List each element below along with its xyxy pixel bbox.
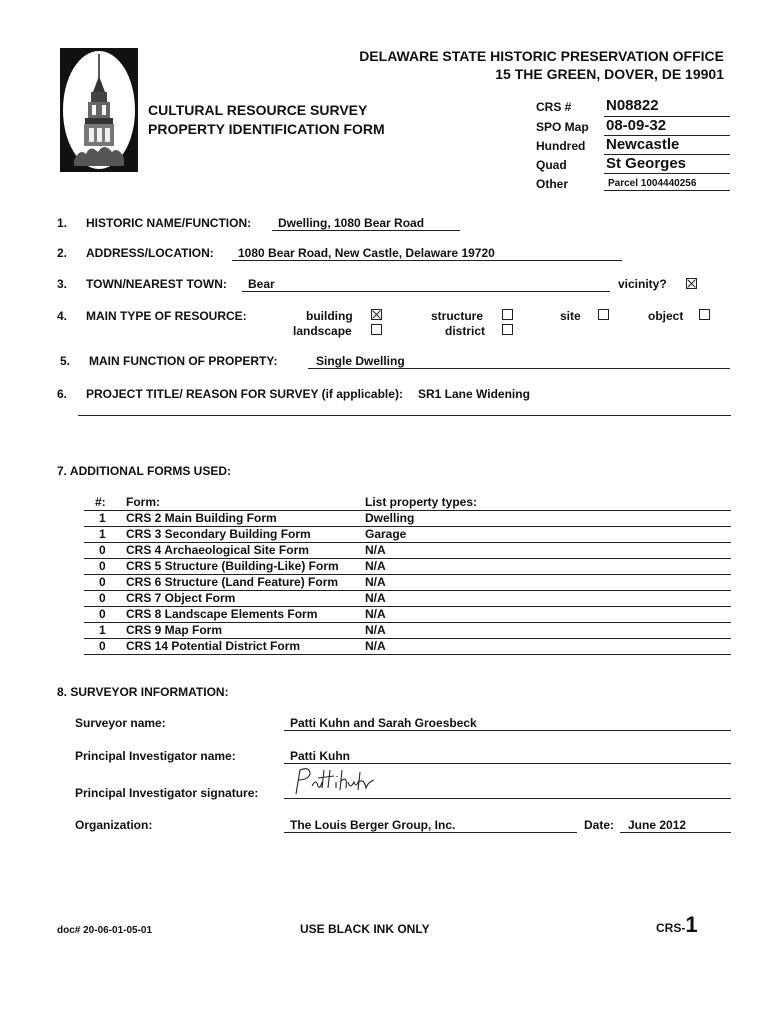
form-count-cell: 0 bbox=[99, 559, 106, 573]
office-address: 15 THE GREEN, DOVER, DE 19901 bbox=[495, 66, 724, 82]
form-count-cell: 0 bbox=[99, 607, 106, 621]
doc-number: doc# 20-06-01-05-01 bbox=[57, 925, 153, 936]
site-label: site bbox=[560, 309, 581, 323]
pi-name-label: Principal Investigator name: bbox=[75, 749, 236, 763]
landscape-checkbox[interactable] bbox=[371, 324, 382, 335]
form-count-cell: 1 bbox=[99, 623, 106, 637]
col-types-header: List property types: bbox=[365, 495, 478, 509]
form-count-cell: 0 bbox=[99, 575, 106, 589]
quad-label: Quad bbox=[536, 158, 567, 172]
property-type-cell: N/A bbox=[365, 623, 386, 637]
crs-label: CRS # bbox=[536, 100, 572, 114]
item2-label: ADDRESS/LOCATION: bbox=[86, 246, 214, 260]
form-name-cell: CRS 7 Object Form bbox=[126, 591, 236, 605]
form-count-cell: 0 bbox=[99, 591, 106, 605]
item6-label: PROJECT TITLE/ REASON FOR SURVEY (if applicable): bbox=[86, 387, 403, 401]
form-name-cell: CRS 4 Archaeological Site Form bbox=[126, 543, 309, 557]
item5-label: MAIN FUNCTION OF PROPERTY: bbox=[89, 354, 278, 368]
hundred-value: Newcastle bbox=[606, 136, 680, 153]
item5-number: 5. bbox=[60, 354, 71, 368]
structure-checkbox[interactable] bbox=[502, 309, 513, 320]
black-ink-notice: USE BLACK INK ONLY bbox=[300, 922, 430, 936]
site-checkbox[interactable] bbox=[598, 309, 609, 320]
item4-label: MAIN TYPE OF RESOURCE: bbox=[86, 309, 247, 323]
organization-label: Organization: bbox=[75, 818, 153, 832]
form-title-line2: PROPERTY IDENTIFICATION FORM bbox=[148, 121, 385, 137]
crs-value: N08822 bbox=[606, 97, 659, 114]
historic-name-value: Dwelling, 1080 Bear Road bbox=[278, 216, 425, 230]
pi-name-value: Patti Kuhn bbox=[290, 749, 350, 763]
spo-value: 08-09-32 bbox=[606, 117, 667, 134]
col-form-header: Form: bbox=[126, 495, 160, 509]
vicinity-label: vicinity? bbox=[618, 277, 667, 291]
building-label: building bbox=[306, 309, 353, 323]
organization-value: The Louis Berger Group, Inc. bbox=[290, 818, 456, 832]
pi-signature-label: Principal Investigator signature: bbox=[75, 786, 259, 800]
surveyor-name-label: Surveyor name: bbox=[75, 716, 166, 730]
property-type-cell: N/A bbox=[365, 639, 386, 653]
district-checkbox[interactable] bbox=[502, 324, 513, 335]
property-type-cell: N/A bbox=[365, 591, 386, 605]
form-title-line1: CULTURAL RESOURCE SURVEY bbox=[148, 102, 368, 118]
form-name-cell: CRS 8 Landscape Elements Form bbox=[126, 607, 318, 621]
item6-number: 6. bbox=[57, 387, 68, 401]
table-row bbox=[0, 543, 770, 559]
table-row bbox=[0, 559, 770, 575]
form-count-cell: 1 bbox=[99, 527, 106, 541]
item3-number: 3. bbox=[57, 277, 68, 291]
district-label: district bbox=[445, 324, 486, 338]
courthouse-cupola-logo bbox=[60, 48, 138, 172]
forms-table-header bbox=[0, 495, 770, 511]
form-name-cell: CRS 9 Map Form bbox=[126, 623, 223, 637]
form-name-cell: CRS 3 Secondary Building Form bbox=[126, 527, 311, 541]
quad-value: St Georges bbox=[606, 155, 687, 172]
structure-label: structure bbox=[431, 309, 484, 323]
surveyor-heading: 8. SURVEYOR INFORMATION: bbox=[57, 685, 229, 699]
shpo-logo bbox=[60, 48, 138, 172]
other-value: Parcel 1004440256 bbox=[608, 178, 697, 189]
spo-label: SPO Map bbox=[536, 120, 589, 134]
table-row bbox=[0, 607, 770, 623]
property-type-cell: Garage bbox=[365, 527, 407, 541]
other-label: Other bbox=[536, 177, 569, 191]
form-name-cell: CRS 2 Main Building Form bbox=[126, 511, 277, 525]
crs-number: 1 bbox=[685, 912, 698, 937]
date-label: Date: bbox=[584, 818, 615, 832]
form-name-cell: CRS 5 Structure (Building-Like) Form bbox=[126, 559, 339, 573]
form-name-cell: CRS 6 Structure (Land Feature) Form bbox=[126, 575, 339, 589]
main-function-value: Single Dwelling bbox=[316, 354, 405, 368]
object-checkbox[interactable] bbox=[699, 309, 710, 320]
address-value: 1080 Bear Road, New Castle, Delaware 19720 bbox=[238, 246, 495, 260]
additional-forms-heading: 7. ADDITIONAL FORMS USED: bbox=[57, 464, 232, 478]
table-row bbox=[0, 527, 770, 543]
property-type-cell: N/A bbox=[365, 607, 386, 621]
vicinity-checkbox[interactable] bbox=[686, 278, 697, 289]
table-row bbox=[0, 511, 770, 527]
handwritten-signature bbox=[290, 764, 380, 800]
building-checkbox[interactable] bbox=[371, 309, 382, 320]
project-title-value: SR1 Lane Widening bbox=[418, 387, 530, 401]
pi-signature bbox=[290, 764, 380, 800]
date-value: June 2012 bbox=[628, 818, 687, 832]
form-count-cell: 1 bbox=[99, 511, 106, 525]
property-type-cell: N/A bbox=[365, 575, 386, 589]
item3-label: TOWN/NEAREST TOWN: bbox=[86, 277, 227, 291]
item2-number: 2. bbox=[57, 246, 68, 260]
surveyor-name-value: Patti Kuhn and Sarah Groesbeck bbox=[290, 716, 477, 730]
hundred-label: Hundred bbox=[536, 139, 586, 153]
table-row bbox=[0, 623, 770, 639]
landscape-label: landscape bbox=[293, 324, 352, 338]
property-type-cell: N/A bbox=[365, 543, 386, 557]
office-name: DELAWARE STATE HISTORIC PRESERVATION OFFICE bbox=[359, 48, 724, 64]
property-type-cell: Dwelling bbox=[365, 511, 415, 525]
crs-form-number bbox=[656, 912, 698, 938]
form-count-cell: 0 bbox=[99, 639, 106, 653]
property-type-cell: N/A bbox=[365, 559, 386, 573]
town-value: Bear bbox=[248, 277, 275, 291]
form-name-cell: CRS 14 Potential District Form bbox=[126, 639, 301, 653]
item1-label: HISTORIC NAME/FUNCTION: bbox=[86, 216, 252, 230]
table-row bbox=[0, 639, 770, 655]
form-count-cell: 0 bbox=[99, 543, 106, 557]
table-row bbox=[0, 575, 770, 591]
item1-number: 1. bbox=[57, 216, 68, 230]
col-num-header: #: bbox=[95, 495, 106, 509]
object-label: object bbox=[648, 309, 684, 323]
table-row bbox=[0, 591, 770, 607]
item4-number: 4. bbox=[57, 309, 68, 323]
crs-prefix: CRS- bbox=[656, 921, 686, 935]
